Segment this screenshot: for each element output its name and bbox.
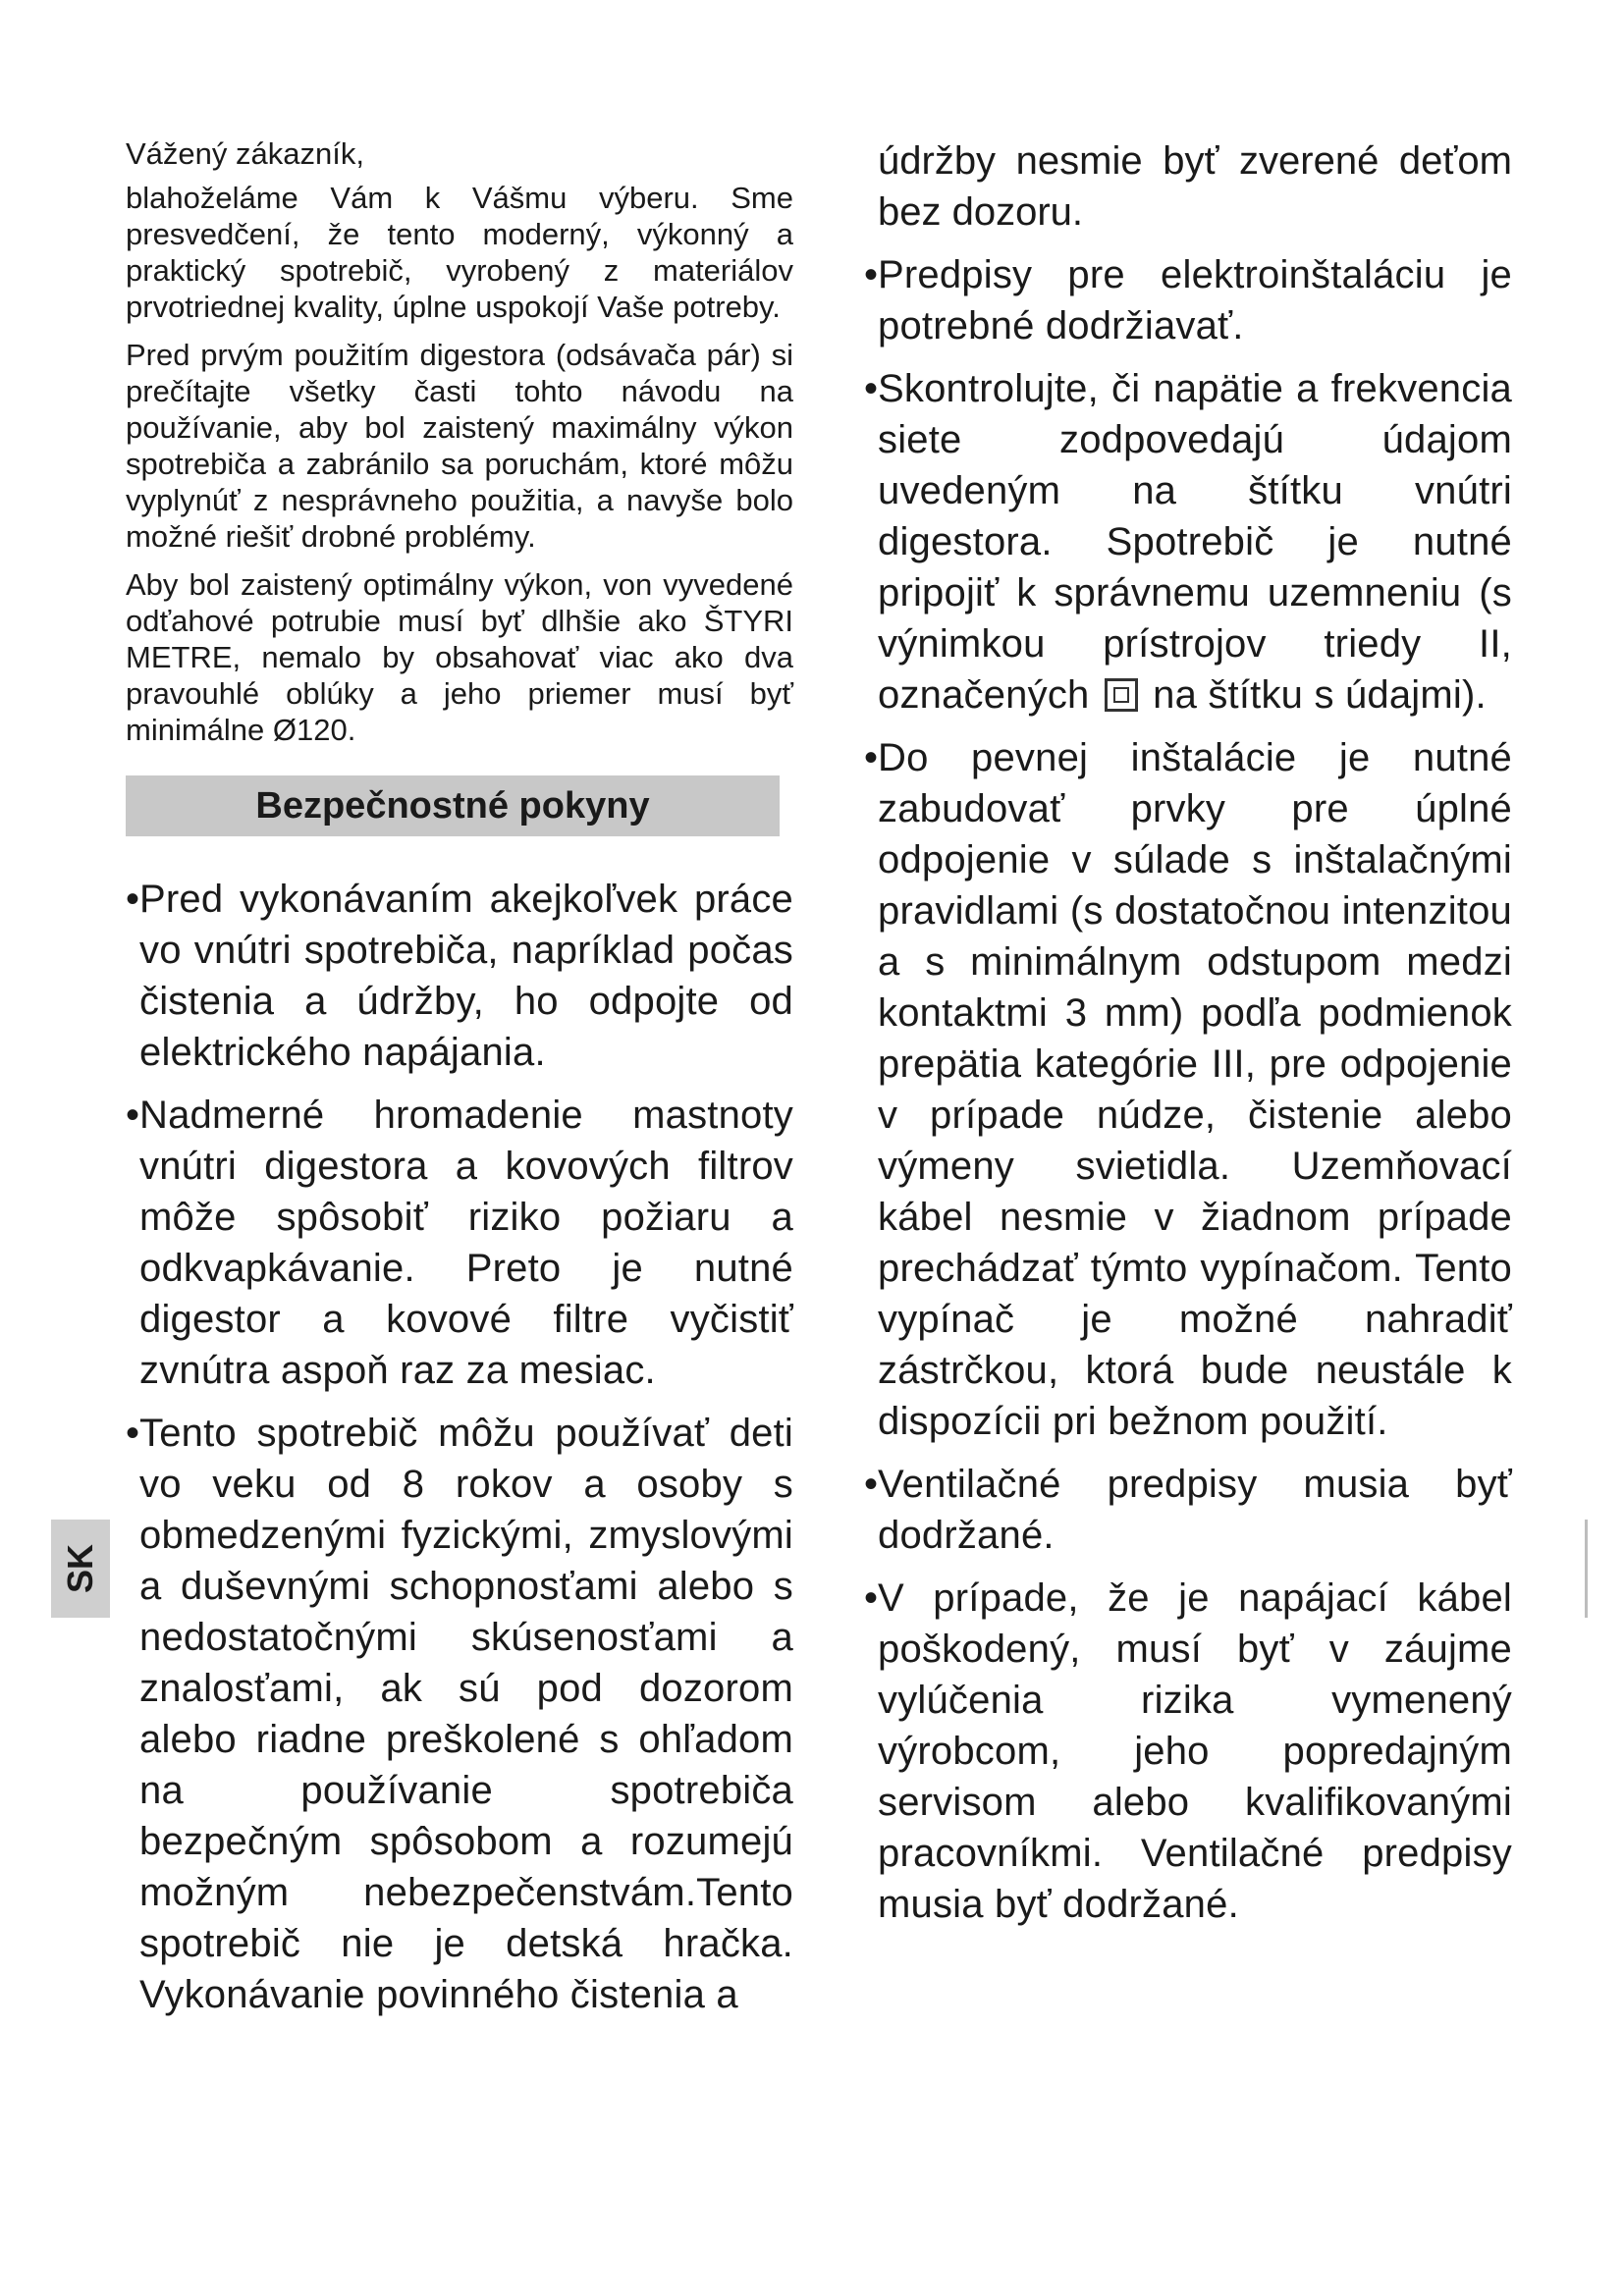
- safety-item: [126, 1090, 793, 1396]
- intro-section: [126, 135, 793, 748]
- safety-list-left: [126, 874, 793, 2020]
- bullet-marker: •: [126, 1412, 140, 1455]
- continued-text: údržby nesmie byť zverené deťom bez dozoru.: [878, 139, 1512, 234]
- safety-item-text: V prípade, že je napájací kábel poškodený, musí byť v záujme vylúčenia rizika vymenený výrobcom, jeho popredajným servisom alebo kvalifikovanými pracovníkmi. Ventilačné predpisy musia byť dodržané.: [878, 1576, 1512, 1926]
- class-ii-double-square-icon: [1105, 678, 1138, 712]
- safety-item: [126, 874, 793, 1078]
- safety-item-text: Tento spotrebič môžu používať deti vo veku od 8 rokov a osoby s obmedzenými fyzickými, zmyslovými a duševnými schopnosťami alebo s nedostatočnými skúsenosťami a znalosťami, ak sú pod dozorom alebo riadne preškolené s ohľadom na používanie spotrebiča bezpečným spôsobom a rozumejú možným nebezpečenstvám.Tento spotrebič nie je detská hračka. Vykonávanie povinného čistenia a: [139, 1412, 793, 2016]
- bullet-marker: •: [864, 367, 879, 410]
- safety-item: [864, 1459, 1512, 1561]
- intro-paragraph-3: Aby bol zaistený optimálny výkon, von vyvedené odťahové potrubie musí byť dlhšie ako ŠTYRI METRE, nemalo by obsahovať viac ako dva pravouhlé oblúky a jeho priemer musí byť minimálne Ø120.: [126, 567, 793, 747]
- bullet-marker: •: [864, 253, 879, 296]
- safety-item-text: Ventilačné predpisy musia byť dodržané.: [878, 1463, 1512, 1557]
- safety-item-text: Pred vykonávaním akejkoľvek práce vo vnútri spotrebiča, napríklad počas čistenia a údržby, ho odpojte od elektrického napájania.: [139, 878, 793, 1074]
- voltage-text-before: Skontrolujte, či napätie a frekvencia siete zodpovedajú údajom uvedeným na štítku vnútri digestora. Spotrebič je nutné pripojiť k správnemu uzemneniu (s výnimkou prístrojov triedy II, označených: [878, 367, 1512, 717]
- greeting: Vážený zákazník,: [126, 136, 364, 171]
- bullet-marker: •: [864, 1463, 879, 1506]
- intro-paragraph-2: Pred prvým použitím digestora (odsávača pár) si prečítajte všetky časti tohto návodu na používanie, aby bol zaistený maximálny výkon spotrebiča a zabránilo sa poruchám, ktoré môžu vyplynúť z nesprávneho použitia, a navyše bolo možné riešiť drobné problémy.: [126, 338, 793, 554]
- safety-item: [126, 1408, 793, 2020]
- safety-item-text: Predpisy pre elektroinštaláciu je potrebné dodržiavať.: [878, 253, 1512, 347]
- bullet-marker: •: [864, 736, 879, 779]
- language-tab-label: SK: [59, 1543, 100, 1594]
- bullet-marker: •: [126, 1094, 140, 1137]
- safety-item-text: [878, 363, 1512, 721]
- bullet-marker: •: [126, 878, 140, 921]
- right-column: [864, 135, 1512, 1942]
- safety-item: [864, 363, 1512, 721]
- left-column: [126, 135, 793, 2032]
- intro-paragraph-1: blahoželáme Vám k Vášmu výberu. Sme presvedčení, že tento moderný, výkonný a praktický spotrebič, vyrobený z materiálov prvotriednej kvality, úplne uspokojí Vaše potreby.: [126, 181, 793, 324]
- language-tab: [51, 1520, 110, 1618]
- safety-item-text: Do pevnej inštalácie je nutné zabudovať prvky pre úplné odpojenie v súlade s inštalačnými pravidlami (s dostatočnou intenzitou a s minimálnym odstupom medzi kontaktmi 3 mm) podľa podmienok prepätia kategórie III, pre odpojenie v prípade núdze, čistenie alebo výmeny svietidla. Uzemňovací kábel nesmie v žiadnom prípade prechádzať týmto vypínačom. Tento vypínač je možné nahradiť zástrčkou, ktorá bude neustále k dispozícii pri bežnom použití.: [878, 736, 1512, 1443]
- section-title: Bezpečnostné pokyny: [126, 775, 780, 836]
- bullet-marker: •: [864, 1576, 879, 1620]
- safety-item-text: Nadmerné hromadenie mastnoty vnútri digestora a kovových filtrov môže spôsobiť riziko požiaru a odkvapkávanie. Preto je nutné digestor a kovové filtre vyčistiť zvnútra aspoň raz za mesiac.: [139, 1094, 793, 1392]
- safety-item: [864, 1573, 1512, 1930]
- voltage-text-after: na štítku s údajmi).: [1153, 673, 1487, 717]
- safety-item: [864, 249, 1512, 351]
- safety-item: [864, 732, 1512, 1447]
- page-edge-mark: [1585, 1520, 1588, 1618]
